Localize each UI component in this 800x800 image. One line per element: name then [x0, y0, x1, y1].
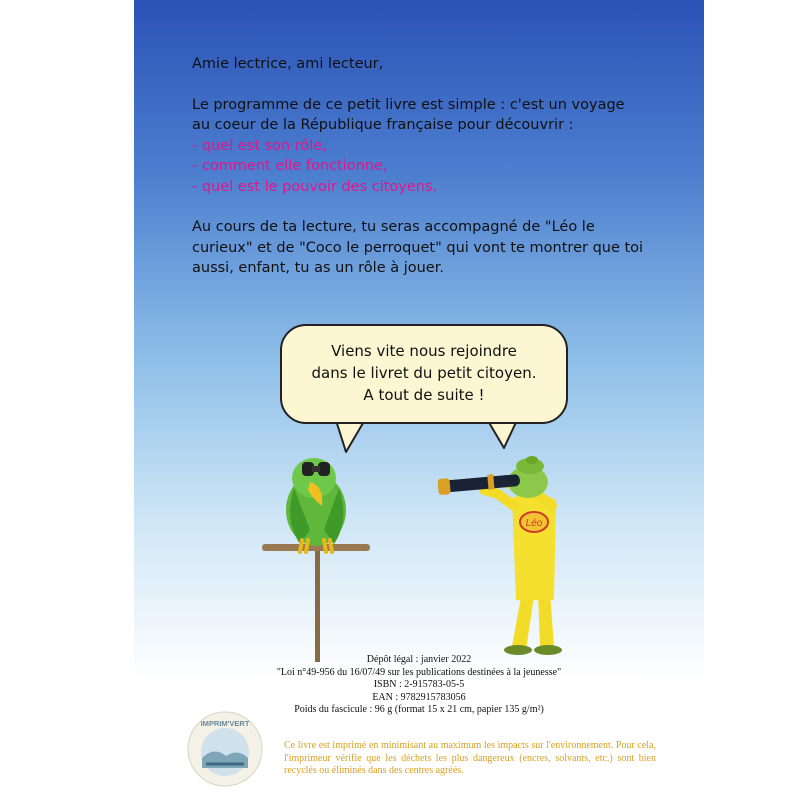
- intro-para1-line1: Le programme de ce petit livre est simple : c'est un voyage: [192, 96, 625, 113]
- parrot-with-binoculars-icon: [286, 458, 346, 552]
- leo-shirt-logo: Léo: [525, 518, 543, 529]
- bubble-line-3: A tout de suite !: [363, 386, 485, 404]
- bubble-line-1: Viens vite nous rejoindre: [331, 342, 517, 360]
- bullet-power: - quel est le pouvoir des citoyens.: [192, 178, 438, 195]
- intro-para2-line3: aussi, enfant, tu as un rôle à jouer.: [192, 260, 444, 276]
- bullet-function: - comment elle fonctionne,: [192, 158, 388, 174]
- intro-para2-line1: Au cours de ta lecture, tu seras accompagné de "Léo le: [192, 219, 595, 235]
- perch-icon: [262, 544, 370, 662]
- logo-text: IMPRIM'VERT: [200, 719, 250, 728]
- depot-legal: Dépôt légal : janvier 2022: [366, 654, 472, 665]
- intro-para1-line2: au coeur de la République française pour découvrir :: [192, 117, 574, 133]
- intro-para2-line2: curieux" et de "Coco le perroquet" qui vont te montrer que toi: [192, 239, 644, 256]
- greeting: Amie lectrice, ami lecteur,: [192, 56, 384, 72]
- imprim-vert-logo: [186, 710, 264, 788]
- bullet-role: - quel est son rôle,: [192, 137, 327, 154]
- leo-with-telescope-icon: [437, 456, 562, 655]
- loi-reference: "Loi n°49-956 du 16/07/49 sur les publications destinées à la jeunesse": [276, 666, 562, 678]
- legal-notice: [134, 654, 704, 717]
- ean: EAN : 9782915783056: [372, 691, 466, 703]
- eco-notice: Ce livre est imprimé en minimisant au maximum les impacts sur l'environnement. Pour cela, l'imprimeur vérifie que les déchets les plus dangereux (encres, solvants, etc.) sont bien recyclés ou éliminés dans des centres agréés.: [284, 740, 656, 776]
- speech-bubble: [280, 324, 568, 424]
- back-cover-page: [134, 0, 704, 800]
- bubble-line-2: dans le livret du petit citoyen.: [311, 364, 537, 382]
- isbn: ISBN : 2-915783-05-5: [373, 679, 465, 690]
- poids-fascicule: Poids du fascicule : 96 g (format 15 x 21 cm, papier 135 g/m²): [294, 704, 544, 715]
